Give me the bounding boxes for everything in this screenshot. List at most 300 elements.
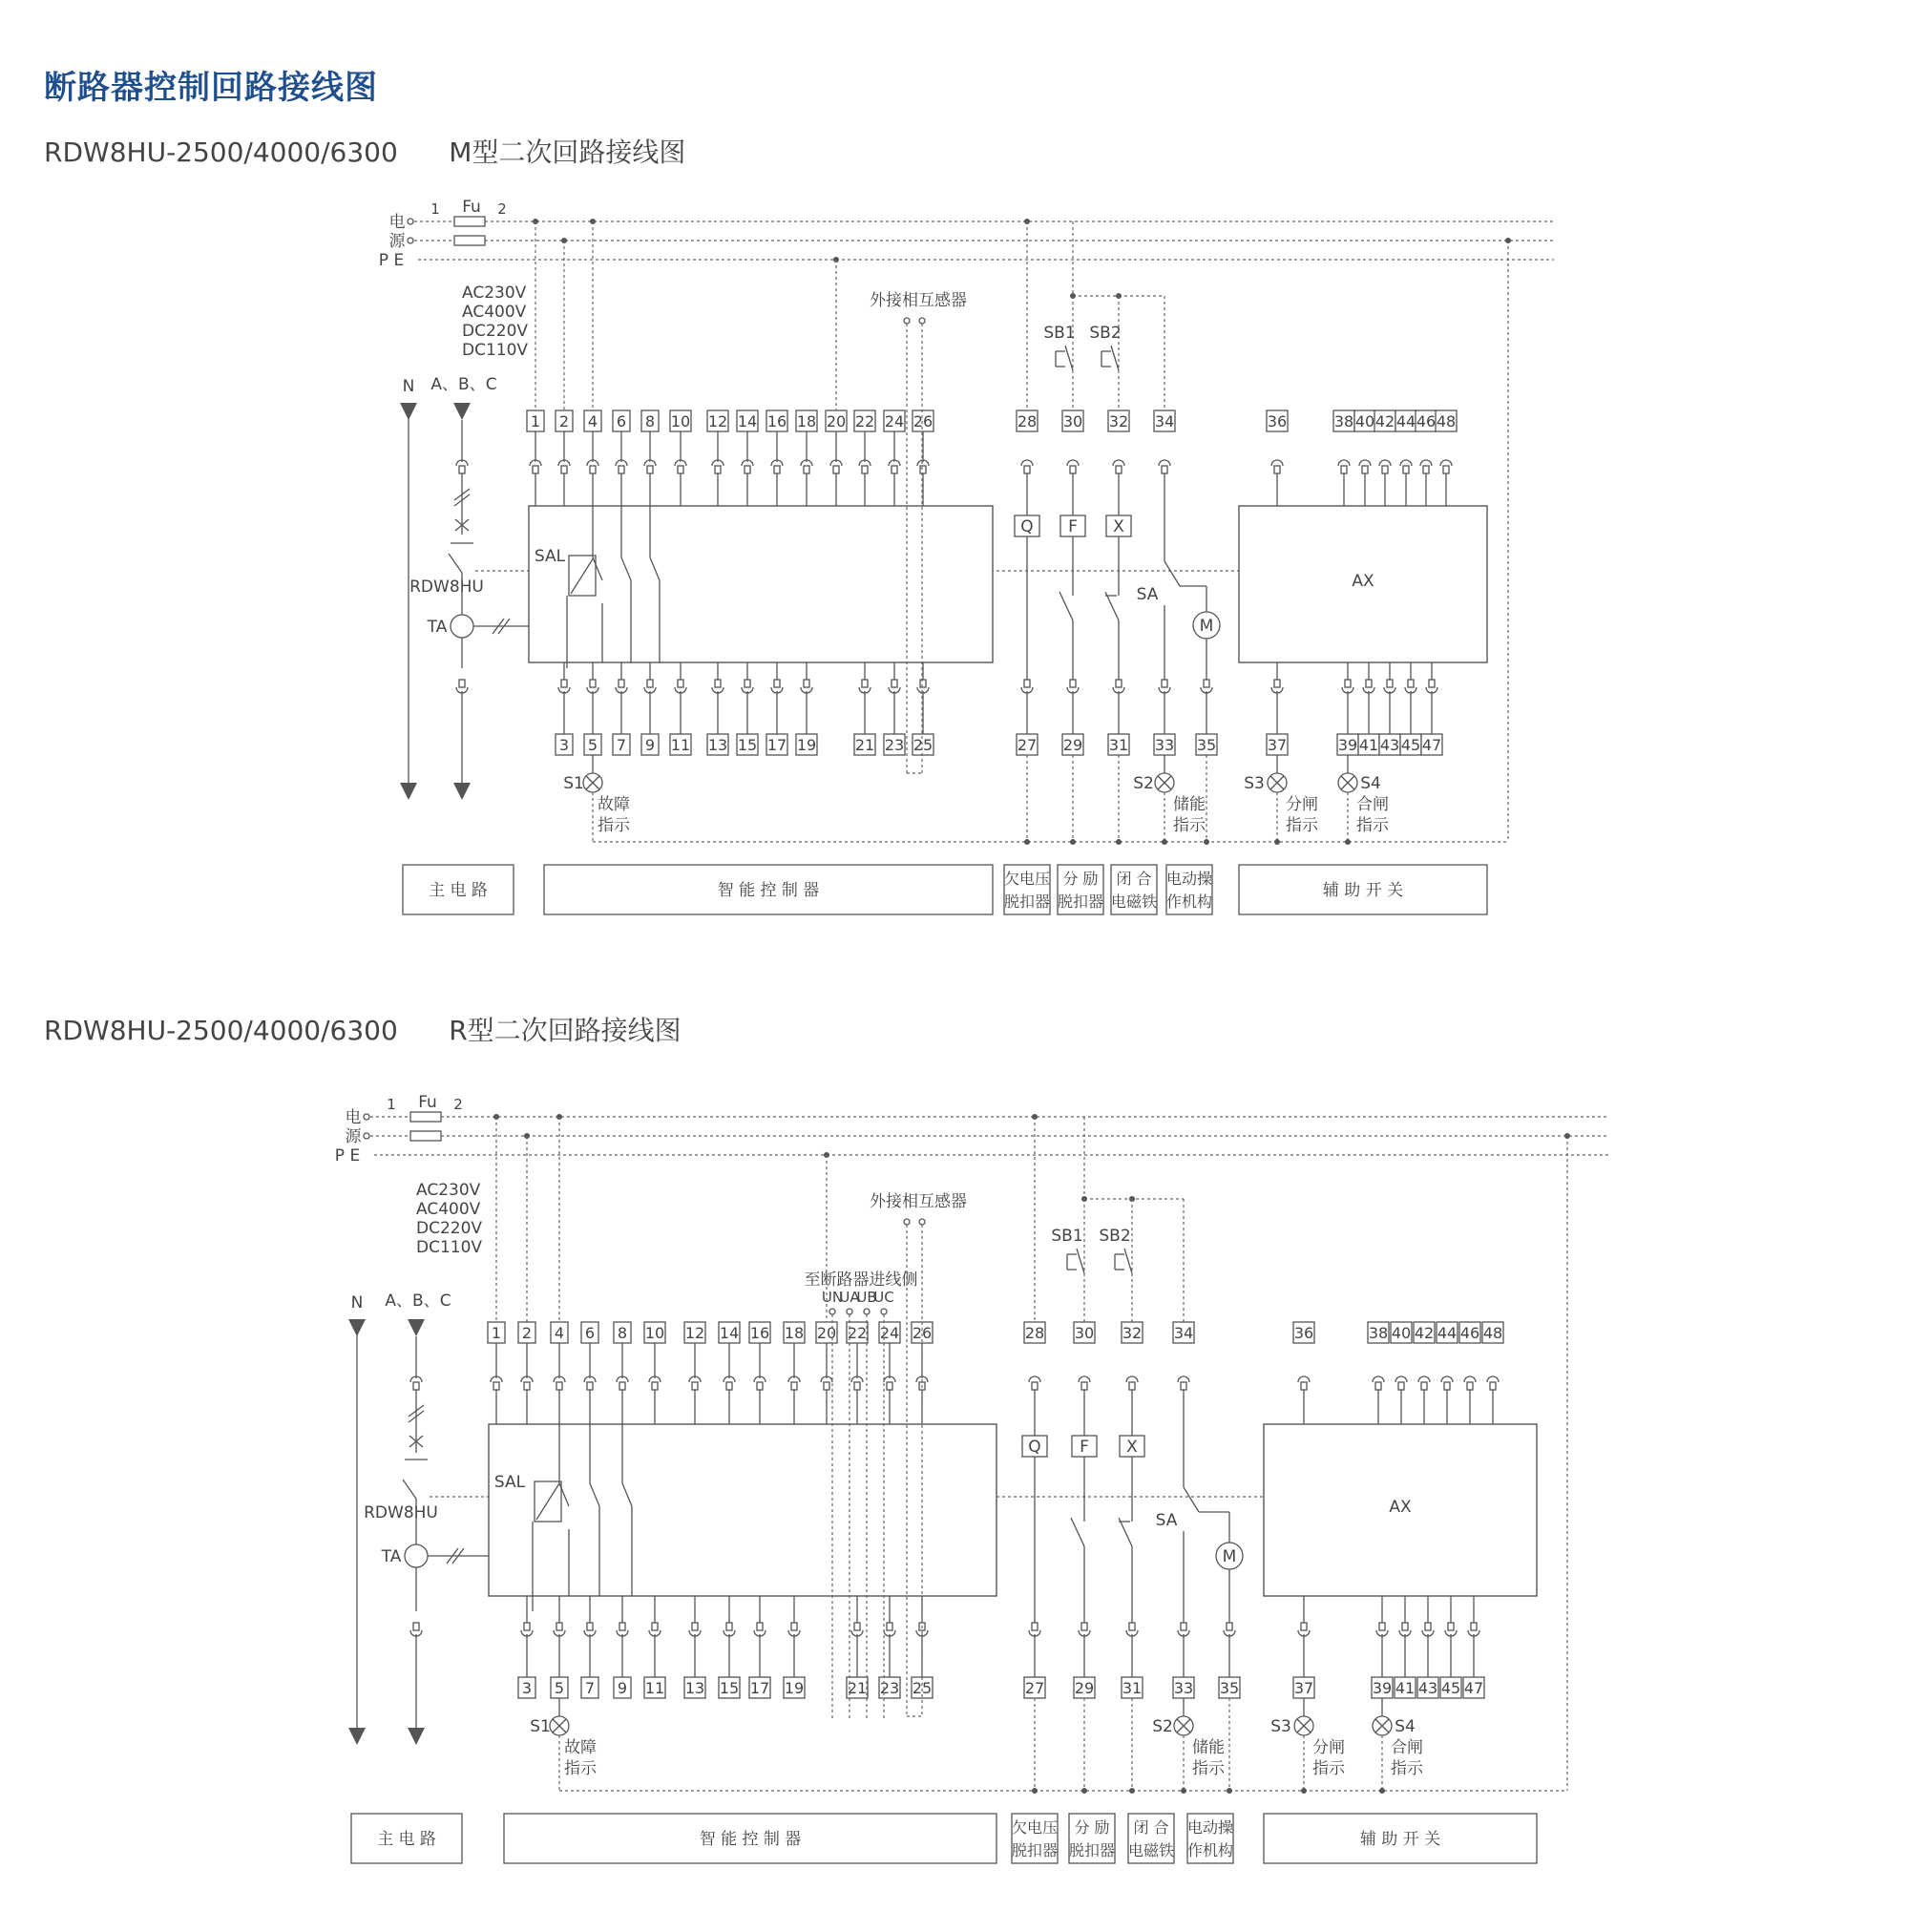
connector-pin bbox=[1301, 1382, 1307, 1390]
fault-label: 故障 bbox=[598, 795, 630, 814]
terminal-number: 43 bbox=[1417, 1679, 1438, 1697]
supply-voltage-label: AC230V bbox=[416, 1181, 481, 1200]
q-label: Q bbox=[1028, 1438, 1041, 1457]
terminal-number: 29 bbox=[1062, 736, 1083, 754]
terminal-number: 43 bbox=[1379, 736, 1400, 754]
connector-pin bbox=[726, 1382, 732, 1390]
terminal-number: 11 bbox=[670, 736, 691, 754]
connector-pin bbox=[824, 1382, 829, 1390]
terminal-number: 12 bbox=[707, 412, 728, 430]
sal-label: SAL bbox=[534, 547, 566, 566]
connector-pin bbox=[804, 466, 809, 473]
terminal-number: 22 bbox=[847, 1324, 868, 1342]
ta-symbol bbox=[405, 1544, 428, 1567]
legend-undervoltage-label: 脱扣器 bbox=[1011, 1841, 1059, 1859]
supply-voltage-label: AC230V bbox=[462, 284, 527, 303]
connector-pin bbox=[774, 680, 780, 687]
open-label: 分闸 bbox=[1312, 1738, 1345, 1757]
connector-pin bbox=[1448, 1623, 1454, 1630]
terminal-number: 6 bbox=[616, 412, 627, 430]
supply-voltage-label: AC400V bbox=[462, 303, 527, 322]
legend-undervoltage-label: 脱扣器 bbox=[1003, 892, 1051, 911]
terminal-number: 8 bbox=[644, 412, 656, 430]
supply-voltage-label: DC220V bbox=[416, 1219, 483, 1238]
terminal-number: 39 bbox=[1337, 736, 1358, 754]
legend-shunt-label: 脱扣器 bbox=[1057, 892, 1104, 911]
connector-pin bbox=[1467, 1382, 1473, 1390]
legend-shunt-label: 脱扣器 bbox=[1068, 1841, 1116, 1859]
terminal-number: 4 bbox=[554, 1324, 565, 1342]
terminal-number: 31 bbox=[1122, 1679, 1143, 1697]
fuse-symbol bbox=[410, 1131, 441, 1141]
connector-pin bbox=[1024, 680, 1030, 687]
terminal-number: 31 bbox=[1108, 736, 1129, 754]
connector-socket bbox=[1079, 1376, 1090, 1382]
neutral-label: N bbox=[402, 377, 415, 396]
terminal-number: 14 bbox=[737, 412, 758, 430]
s1-label: S1 bbox=[530, 1717, 551, 1736]
connector-socket bbox=[1464, 1376, 1476, 1382]
terminal-number: 33 bbox=[1173, 1679, 1194, 1697]
connector-pin bbox=[1387, 680, 1393, 687]
terminal-number: 41 bbox=[1395, 1679, 1416, 1697]
connector-pin bbox=[1024, 466, 1030, 473]
connector-socket bbox=[1400, 460, 1412, 466]
connector-socket bbox=[1126, 1376, 1138, 1382]
terminal-number: 8 bbox=[617, 1324, 628, 1342]
arrow-head bbox=[400, 783, 417, 800]
power-label-dian: 电 bbox=[345, 1108, 362, 1127]
connector-pin bbox=[619, 680, 624, 687]
legend-shunt-label: 分 励 bbox=[1074, 1818, 1110, 1837]
connector-pin bbox=[1398, 1382, 1404, 1390]
connector-pin bbox=[459, 680, 465, 687]
connector-pin bbox=[524, 1382, 530, 1390]
voltage-pin-terminal bbox=[847, 1309, 852, 1314]
connector-socket bbox=[1113, 460, 1124, 466]
voltage-pin-label: UN bbox=[821, 1289, 844, 1306]
terminal-number: 1 bbox=[530, 412, 541, 430]
terminal-number: 37 bbox=[1293, 1679, 1314, 1697]
controller-box bbox=[489, 1424, 996, 1596]
s3-label: S3 bbox=[1244, 774, 1265, 793]
fuse-symbol bbox=[454, 217, 485, 226]
legend-main-circuit-label: 主 电 路 bbox=[377, 1830, 436, 1849]
terminal-number: 32 bbox=[1122, 1324, 1143, 1342]
terminal-number: 4 bbox=[587, 412, 598, 430]
connector-pin bbox=[833, 466, 839, 473]
legend-closing-label: 闭 合 bbox=[1116, 870, 1152, 888]
sb1-label: SB1 bbox=[1051, 1227, 1083, 1246]
fuse-label: Fu bbox=[462, 198, 481, 217]
connector-pin bbox=[533, 466, 538, 473]
legend-undervoltage-label: 欠电压 bbox=[1011, 1818, 1059, 1837]
connector-pin bbox=[791, 1623, 797, 1630]
terminal-number: 46 bbox=[1416, 412, 1437, 430]
terminal-number: 40 bbox=[1354, 412, 1375, 430]
connector-pin bbox=[757, 1623, 763, 1630]
sb2-label: SB2 bbox=[1089, 324, 1122, 343]
connector-pin bbox=[678, 466, 683, 473]
junction-dot bbox=[1162, 839, 1167, 845]
connector-pin bbox=[1402, 1623, 1408, 1630]
connector-socket bbox=[1021, 460, 1033, 466]
legend-controller-label: 智 能 控 制 器 bbox=[699, 1830, 802, 1849]
connector-pin bbox=[745, 466, 750, 473]
connector-pin bbox=[647, 466, 653, 473]
terminal-number: 42 bbox=[1414, 1324, 1435, 1342]
connector-pin bbox=[587, 1382, 593, 1390]
connector-pin bbox=[887, 1623, 892, 1630]
terminal-number: 45 bbox=[1440, 1679, 1461, 1697]
s4-label: S4 bbox=[1395, 1717, 1416, 1736]
open-label: 指示 bbox=[1312, 1759, 1345, 1778]
terminal-number: 16 bbox=[766, 412, 787, 430]
neutral-label: N bbox=[350, 1293, 364, 1312]
terminal-number: 15 bbox=[719, 1679, 740, 1697]
f-label: F bbox=[1068, 517, 1078, 536]
connector-pin bbox=[413, 1382, 419, 1390]
supply-voltage-label: DC220V bbox=[462, 322, 529, 341]
legend-closing-label: 电磁铁 bbox=[1110, 892, 1158, 911]
junction-dot bbox=[1274, 839, 1280, 845]
connector-pin bbox=[1408, 680, 1414, 687]
connector-socket bbox=[1159, 460, 1170, 466]
terminal-circle bbox=[408, 219, 413, 224]
terminal-number: 44 bbox=[1437, 1324, 1458, 1342]
arrow-head bbox=[348, 1728, 366, 1745]
fuse-pin-label: 1 bbox=[430, 200, 440, 218]
pushbutton-contact bbox=[1124, 1249, 1132, 1273]
breaker-inlet-label: 至断路器进线侧 bbox=[804, 1270, 918, 1290]
terminal-number: 47 bbox=[1463, 1679, 1484, 1697]
terminal-number: 24 bbox=[884, 412, 905, 430]
terminal-number: 44 bbox=[1395, 412, 1416, 430]
terminal-number: 35 bbox=[1219, 1679, 1240, 1697]
connector-pin bbox=[1403, 466, 1409, 473]
ta-label: TA bbox=[427, 618, 448, 637]
terminal-circle bbox=[364, 1133, 369, 1139]
voltage-pin-label: UA bbox=[839, 1289, 860, 1306]
connector-pin bbox=[1375, 1382, 1381, 1390]
fault-label: 指示 bbox=[564, 1759, 597, 1778]
terminal-number: 29 bbox=[1074, 1679, 1095, 1697]
sa-label: SA bbox=[1136, 585, 1159, 604]
controller-box bbox=[529, 506, 993, 662]
legend-shunt-label: 分 励 bbox=[1062, 870, 1099, 888]
arrow-head bbox=[400, 403, 417, 420]
connector-pin bbox=[1227, 1623, 1232, 1630]
connector-pin bbox=[1116, 680, 1122, 687]
supply-voltage-label: DC110V bbox=[462, 341, 529, 360]
terminal-number: 35 bbox=[1196, 736, 1217, 754]
supply-voltage-label: DC110V bbox=[416, 1238, 483, 1257]
terminal-number: 36 bbox=[1267, 412, 1288, 430]
close-label: 合闸 bbox=[1356, 795, 1389, 814]
connector-pin bbox=[1425, 1623, 1431, 1630]
phase-label: A、B、C bbox=[430, 375, 497, 394]
connector-socket bbox=[1359, 460, 1371, 466]
ct-terminal bbox=[904, 1219, 910, 1225]
terminal-number: 34 bbox=[1173, 1324, 1194, 1342]
f-contact bbox=[1059, 592, 1073, 620]
terminal-number: 21 bbox=[854, 736, 875, 754]
connector-pin bbox=[1345, 680, 1351, 687]
terminal-number: 9 bbox=[617, 1679, 628, 1697]
voltage-pin-label: UB bbox=[856, 1289, 877, 1306]
connector-socket bbox=[1395, 1376, 1407, 1382]
terminal-number: 38 bbox=[1333, 412, 1354, 430]
terminal-number: 36 bbox=[1293, 1324, 1314, 1342]
fuse-pin-label: 1 bbox=[387, 1096, 396, 1113]
legend-controller-label: 智 能 控 制 器 bbox=[717, 881, 820, 900]
terminal-number: 30 bbox=[1062, 412, 1083, 430]
legend-undervoltage-label: 欠电压 bbox=[1003, 870, 1051, 888]
junction-dot bbox=[1345, 839, 1351, 845]
terminal-number: 42 bbox=[1374, 412, 1395, 430]
connector-pin bbox=[561, 680, 567, 687]
power-label-dian: 电 bbox=[388, 213, 406, 232]
s4-label: S4 bbox=[1360, 774, 1381, 793]
connector-socket bbox=[1298, 1376, 1310, 1382]
phase-label: A、B、C bbox=[385, 1292, 451, 1311]
sa-contact bbox=[1184, 1487, 1199, 1512]
terminal-number: 13 bbox=[707, 736, 728, 754]
connector-pin bbox=[1490, 1382, 1496, 1390]
f-contact bbox=[1071, 1518, 1084, 1546]
terminal-number: 41 bbox=[1358, 736, 1379, 754]
connector-pin bbox=[1129, 1623, 1135, 1630]
pushbutton-contact bbox=[1065, 346, 1073, 370]
sb1-label: SB1 bbox=[1043, 324, 1076, 343]
connector-pin bbox=[1129, 1382, 1135, 1390]
terminal-number: 9 bbox=[644, 736, 656, 754]
terminal-number: 10 bbox=[644, 1324, 665, 1342]
connector-pin bbox=[1423, 466, 1429, 473]
terminal-number: 18 bbox=[784, 1324, 805, 1342]
external-ct-label: 外接相互感器 bbox=[870, 291, 967, 310]
connector-pin bbox=[1032, 1382, 1038, 1390]
terminal-number: 7 bbox=[584, 1679, 596, 1697]
arrow-head bbox=[408, 1319, 425, 1336]
s2-label: S2 bbox=[1133, 774, 1154, 793]
connector-pin bbox=[1382, 466, 1388, 473]
storage-label: 指示 bbox=[1192, 1759, 1225, 1778]
r-type-diagram bbox=[335, 1093, 1609, 1863]
connector-pin bbox=[556, 1382, 562, 1390]
terminal-number: 13 bbox=[684, 1679, 705, 1697]
open-label: 指示 bbox=[1286, 816, 1318, 835]
connector-pin bbox=[459, 466, 465, 473]
ct-terminal bbox=[919, 318, 925, 324]
close-label: 合闸 bbox=[1391, 1738, 1423, 1757]
terminal-number: 11 bbox=[644, 1679, 665, 1697]
legend-aux-switch-label: 辅 助 开 关 bbox=[1359, 1830, 1441, 1849]
terminal-number: 18 bbox=[796, 412, 817, 430]
terminal-number: 39 bbox=[1372, 1679, 1393, 1697]
sal-label: SAL bbox=[493, 1473, 526, 1492]
power-label-yuan: 源 bbox=[388, 232, 406, 251]
connector-pin bbox=[920, 466, 926, 473]
breaker-model-label: RDW8HU bbox=[409, 578, 484, 597]
connector-socket bbox=[1271, 460, 1283, 466]
connector-pin bbox=[1429, 680, 1435, 687]
connector-pin bbox=[1081, 1382, 1087, 1390]
fuse-label: Fu bbox=[418, 1093, 437, 1112]
terminal-number: 27 bbox=[1024, 1679, 1045, 1697]
connector-pin bbox=[1070, 680, 1076, 687]
open-label: 分闸 bbox=[1286, 795, 1318, 814]
s1-label: S1 bbox=[563, 774, 584, 793]
voltage-pin-label: UC bbox=[873, 1289, 894, 1306]
connector-pin bbox=[862, 680, 868, 687]
close-label: 指示 bbox=[1356, 816, 1389, 835]
connector-pin bbox=[1301, 1623, 1307, 1630]
m-type-diagram bbox=[379, 198, 1554, 914]
junction-dot bbox=[1301, 1788, 1307, 1794]
fuse-pin-label: 2 bbox=[453, 1096, 463, 1113]
terminal-number: 48 bbox=[1436, 412, 1457, 430]
connector-pin bbox=[715, 466, 721, 473]
connector-pin bbox=[1204, 680, 1209, 687]
ax-label: AX bbox=[1389, 1498, 1412, 1517]
storage-label: 储能 bbox=[1192, 1738, 1225, 1757]
terminal-number: 22 bbox=[854, 412, 875, 430]
connector-socket bbox=[1379, 460, 1391, 466]
terminal-number: 20 bbox=[816, 1324, 837, 1342]
junction-dot bbox=[1204, 839, 1209, 845]
pushbutton-contact bbox=[1111, 346, 1119, 370]
connector-pin bbox=[524, 1623, 530, 1630]
terminal-number: 14 bbox=[719, 1324, 740, 1342]
terminal-circle bbox=[364, 1114, 369, 1120]
terminal-number: 24 bbox=[879, 1324, 900, 1342]
voltage-pin-terminal bbox=[881, 1309, 887, 1314]
terminal-number: 45 bbox=[1400, 736, 1421, 754]
terminal-number: 33 bbox=[1154, 736, 1175, 754]
terminal-number: 38 bbox=[1368, 1324, 1389, 1342]
connector-pin bbox=[590, 466, 596, 473]
power-label-yuan: 源 bbox=[345, 1127, 362, 1146]
ct-terminal bbox=[904, 318, 910, 324]
fault-label: 故障 bbox=[564, 1738, 597, 1757]
terminal-number: 12 bbox=[684, 1324, 705, 1342]
connector-pin bbox=[413, 1623, 419, 1630]
terminal-number: 23 bbox=[879, 1679, 900, 1697]
connector-pin bbox=[692, 1623, 698, 1630]
terminal-number: 19 bbox=[784, 1679, 805, 1697]
connector-pin bbox=[619, 466, 624, 473]
breaker-contact bbox=[403, 1480, 416, 1499]
legend-motor-label: 电动操 bbox=[1165, 870, 1213, 888]
motor-label: M bbox=[1222, 1547, 1237, 1566]
terminal-number: 26 bbox=[913, 412, 934, 430]
terminal-number: 48 bbox=[1482, 1324, 1503, 1342]
connector-pin bbox=[854, 1382, 860, 1390]
connector-pin bbox=[757, 1382, 763, 1390]
connector-socket bbox=[1373, 1376, 1384, 1382]
arrow-head bbox=[348, 1319, 366, 1336]
terminal-number: 28 bbox=[1017, 412, 1038, 430]
terminal-number: 20 bbox=[826, 412, 847, 430]
connector-pin bbox=[1421, 1382, 1427, 1390]
arrow-head bbox=[408, 1728, 425, 1745]
terminal-number: 6 bbox=[584, 1324, 596, 1342]
fuse-symbol bbox=[454, 236, 485, 245]
connector-socket bbox=[1178, 1376, 1189, 1382]
terminal-number: 5 bbox=[554, 1679, 565, 1697]
connector-pin bbox=[854, 1623, 860, 1630]
connector-pin bbox=[647, 680, 653, 687]
arrow-head bbox=[453, 783, 471, 800]
terminal-number: 28 bbox=[1024, 1324, 1045, 1342]
terminal-number: 17 bbox=[749, 1679, 770, 1697]
connector-pin bbox=[892, 680, 897, 687]
pe-label: P E bbox=[378, 251, 405, 270]
terminal-number: 2 bbox=[521, 1324, 533, 1342]
s3-label: S3 bbox=[1270, 1717, 1291, 1736]
sa-contact bbox=[1164, 561, 1180, 586]
connector-pin bbox=[1366, 680, 1372, 687]
connector-pin bbox=[804, 680, 809, 687]
breaker-model-label: RDW8HU bbox=[364, 1503, 438, 1522]
m-type-subtitle: RDW8HU-2500/4000/6300 M型二次回路接线图 bbox=[44, 136, 686, 168]
terminal-number: 15 bbox=[737, 736, 758, 754]
supply-voltage-label: AC400V bbox=[416, 1200, 481, 1219]
connector-pin bbox=[887, 1382, 892, 1390]
terminal-circle bbox=[408, 238, 413, 243]
connector-pin bbox=[1443, 466, 1449, 473]
connector-pin bbox=[1081, 1623, 1087, 1630]
terminal-number: 1 bbox=[491, 1324, 502, 1342]
connector-pin bbox=[715, 680, 721, 687]
ta-label: TA bbox=[381, 1547, 402, 1566]
legend-motor-label: 作机构 bbox=[1165, 892, 1213, 911]
connector-pin bbox=[1070, 466, 1076, 473]
pushbutton-contact bbox=[1077, 1249, 1084, 1273]
connector-pin bbox=[692, 1382, 698, 1390]
voltage-pin-terminal bbox=[864, 1309, 870, 1314]
connector-pin bbox=[561, 466, 567, 473]
ct-terminal bbox=[919, 1219, 925, 1225]
connector-pin bbox=[862, 466, 868, 473]
terminal-number: 46 bbox=[1459, 1324, 1480, 1342]
terminal-number: 47 bbox=[1421, 736, 1442, 754]
motor-label: M bbox=[1199, 617, 1214, 636]
connector-socket bbox=[1420, 460, 1432, 466]
external-ct-label: 外接相互感器 bbox=[870, 1192, 967, 1211]
junction-dot bbox=[1379, 1788, 1385, 1794]
legend-main-circuit-label: 主 电 路 bbox=[429, 881, 488, 900]
ax-label: AX bbox=[1352, 572, 1374, 591]
junction-dot bbox=[1181, 1788, 1186, 1794]
ta-symbol bbox=[451, 615, 473, 638]
s2-label: S2 bbox=[1152, 1717, 1173, 1736]
storage-label: 指示 bbox=[1173, 816, 1206, 835]
connector-pin bbox=[619, 1623, 625, 1630]
x-label: X bbox=[1113, 517, 1124, 536]
fuse-pin-label: 2 bbox=[497, 200, 507, 218]
connector-pin bbox=[1274, 466, 1280, 473]
terminal-number: 40 bbox=[1391, 1324, 1412, 1342]
x-label: X bbox=[1126, 1438, 1138, 1457]
connector-pin bbox=[791, 1382, 797, 1390]
terminal-number: 10 bbox=[670, 412, 691, 430]
fuse-symbol bbox=[410, 1112, 441, 1122]
connector-pin bbox=[652, 1623, 658, 1630]
connector-pin bbox=[726, 1623, 732, 1630]
legend-motor-label: 电动操 bbox=[1186, 1818, 1234, 1837]
